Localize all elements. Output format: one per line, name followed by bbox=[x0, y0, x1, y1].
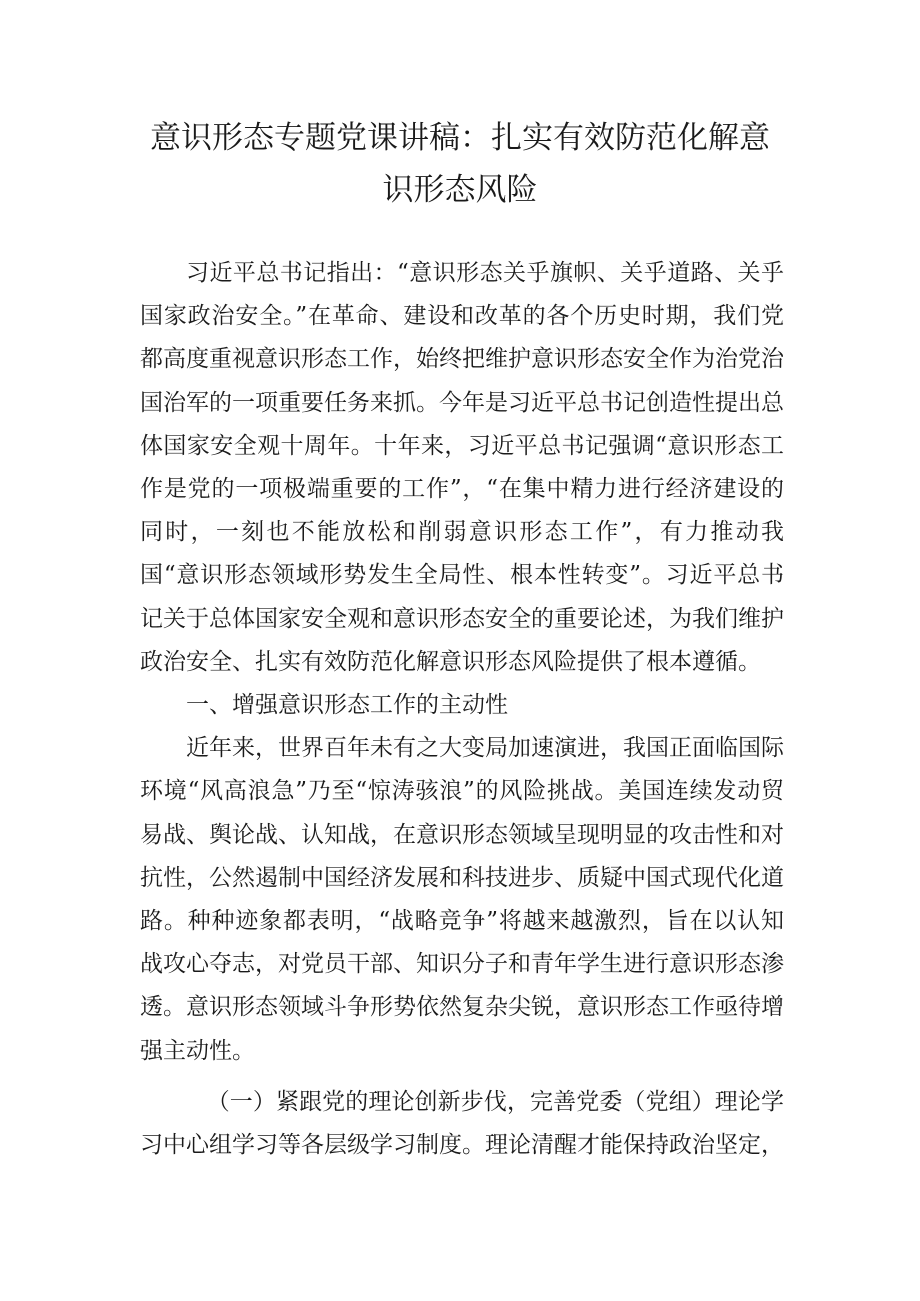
section-paragraph: 近年来，世界百年未有之大变局加速演进，我国正面临国际环境“风高浪急”乃至“惊涛骇浪”的风险挑战。美国连续发动贸易战、舆论战、认知战，在意识形态领域呈现明显的攻击性和对抗性，公然遏制中国经济发展和科技进步、质疑中国式现代化道路。种种迹象都表明，“战略竞争”将越来越激烈，旨在以认知战攻心夺志，对党员干部、知识分子和青年学生进行意识形态渗透。意识形态领域斗争形势依然复杂尖锐，意识形态工作亟待增强主动性。 bbox=[140, 735, 784, 1064]
document-title: 意识形态专题党课讲稿：扎实有效防范化解意识形态风险 bbox=[150, 120, 770, 208]
intro-paragraph: 习近平总书记指出：“意识形态关乎旗帜、关乎道路、关乎国家政治安全。”在革命、建设和改革的各个历史时期，我们党都高度重视意识形态工作，始终把维护意识形态安全作为治党治国治军的一项重要任务来抓。今年是习近平总书记创造性提出总体国家安全观十周年。十年来，习近平总书记强调“意识形态工作是党的一项极端重要的工作”，“在集中精力进行经济建设的同时，一刻也不能放松和削弱意识形态工作”，有力推动我国“意识形态领域形势发生全局性、根本性转变”。习近平总书记关于总体国家安全观和意识形态安全的重要论述，为我们维护政治安全、扎实有效防范化解意识形态风险提供了根本遵循。 bbox=[140, 260, 784, 675]
section-heading: 一、增强意识形态工作的主动性 bbox=[186, 692, 508, 719]
document-body bbox=[140, 252, 784, 1167]
subsection-paragraph: （一）紧跟党的理论创新步伐，完善党委（党组）理论学习中心组学习等各层级学习制度。理论清醒才能保持政治坚定， bbox=[140, 1088, 784, 1159]
